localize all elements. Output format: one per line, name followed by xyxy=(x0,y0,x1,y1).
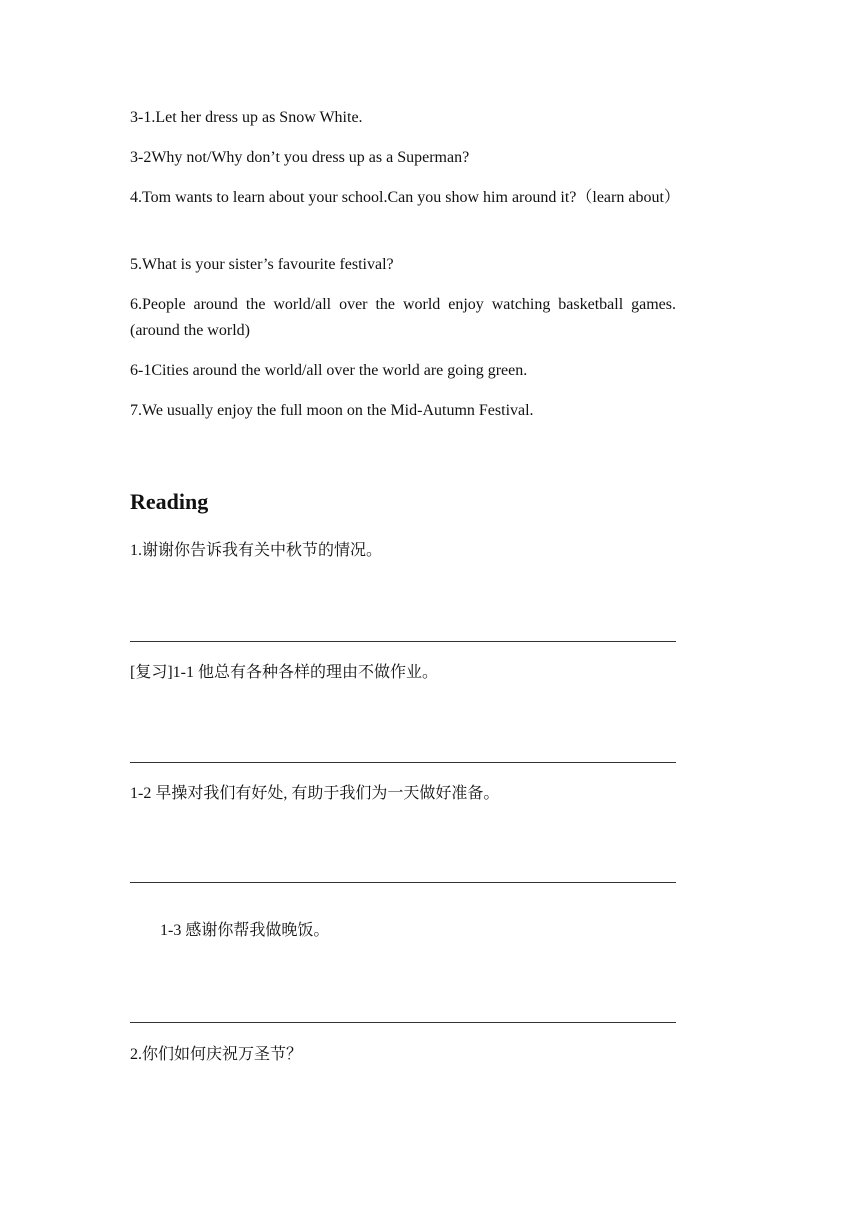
answer-7: 7.We usually enjoy the full moon on the Mid-Autumn Festival. xyxy=(130,402,534,419)
answer-6-1: 6-1Cities around the world/all over the world are going green. xyxy=(130,362,528,379)
reading-item-1-3: 1-3 感谢你帮我做晚饭。 xyxy=(160,922,330,939)
answer-3-1: 3-1.Let her dress up as Snow White. xyxy=(130,109,363,126)
answer-5: 5.What is your sister’s favourite festival? xyxy=(130,256,394,273)
reading-item-1-2: 1-2 早操对我们有好处, 有助于我们为一天做好准备。 xyxy=(130,785,500,802)
answer-line xyxy=(130,762,676,763)
answer-line xyxy=(130,641,676,642)
answer-4: 4.Tom wants to learn about your school.Can you show him around it?（learn about） xyxy=(130,189,680,206)
answer-6: 6.People around the world/all over the world enjoy watching basketball games.(around the world) xyxy=(130,296,676,339)
reading-heading: Reading xyxy=(130,489,209,514)
answer-line xyxy=(130,1022,676,1023)
reading-item-2: 2.你们如何庆祝万圣节？ xyxy=(130,1046,303,1063)
answer-line xyxy=(130,882,676,883)
answer-3-2: 3-2Why not/Why don’t you dress up as a Superman? xyxy=(130,149,470,166)
reading-item-1-1: [复习]1-1 他总有各种各样的理由不做作业。 xyxy=(130,664,438,681)
reading-item-1: 1.谢谢你告诉我有关中秋节的情况。 xyxy=(130,542,383,559)
